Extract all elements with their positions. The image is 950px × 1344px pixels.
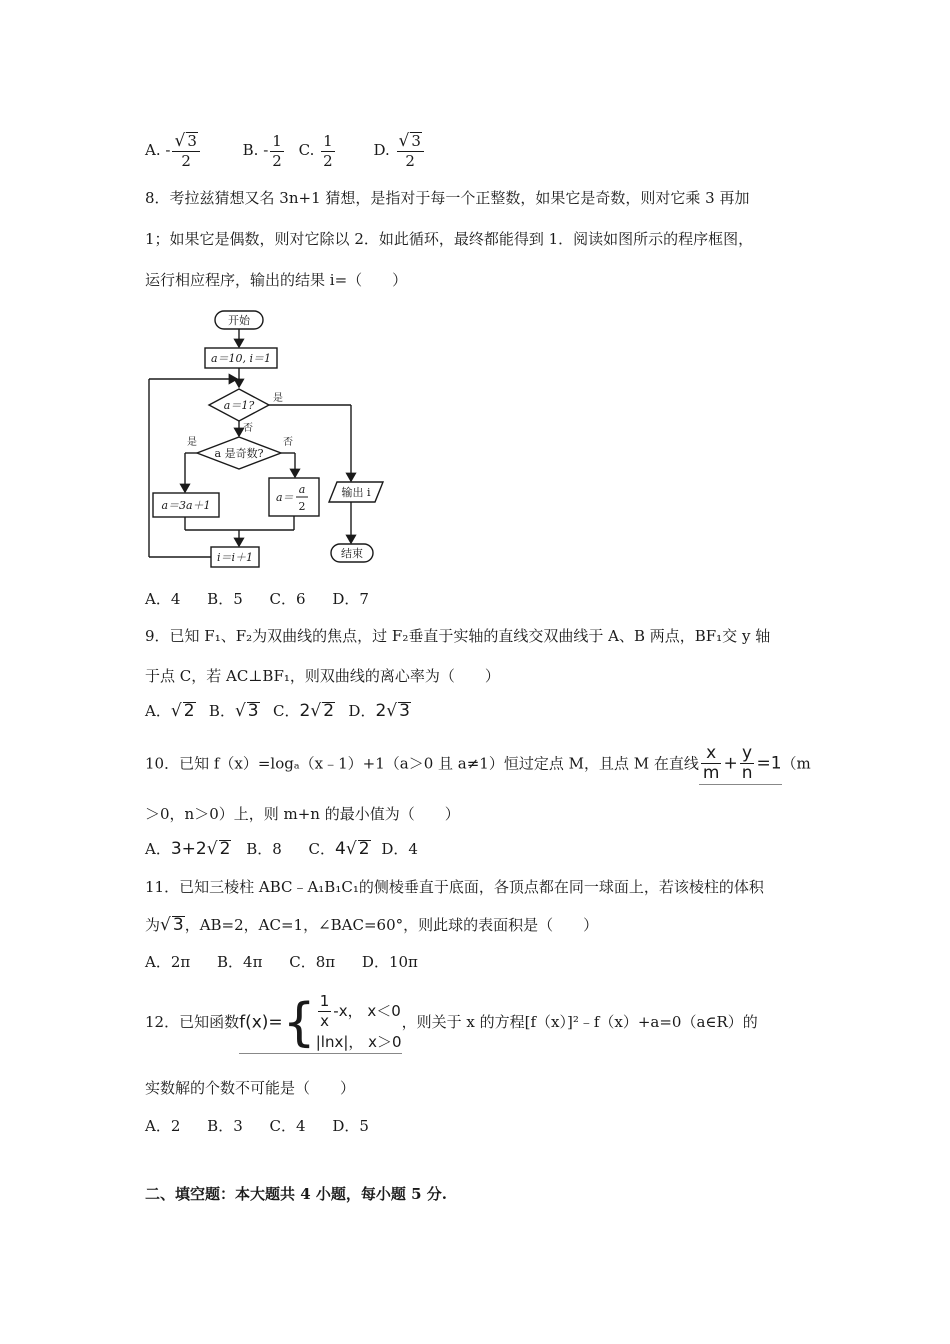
q10-options — [145, 839, 418, 859]
q8-line2: 1；如果它是偶数，则对它除以 2．如此循环，最终都能得到 1．阅读如图所示的程序框图， — [145, 230, 754, 248]
flow-no2: 否 — [283, 437, 293, 448]
flow-end-label: 结束 — [341, 547, 363, 560]
flow-cond1-label: a＝1? — [223, 399, 255, 412]
q10-line-equation: $\frac{x}{m}$ + $\frac{y}{n}$ =1 — [699, 744, 782, 785]
q7-option-a: A. - $\frac{√ 3}{2}$ — [145, 141, 207, 159]
q12-line1: 12．已知函数f(x)={ $\frac{1}{x}$ -x， x＜0 |lnx|， x＞0 ，则关于 x 的方程[f（x）]²﹣f（x）+a=0（a∈R）的 — [145, 992, 758, 1053]
flow-cond2-label: a 是奇数? — [214, 447, 264, 460]
flow-no1: 否 — [243, 423, 253, 434]
q8-line3: 运行相应程序，输出的结果 i=（ ） — [145, 271, 408, 289]
q8-option-a: A．4 — [145, 590, 181, 608]
q8-options — [145, 589, 391, 609]
flow-incr-label: i＝i＋1 — [216, 551, 254, 564]
flow-even-num: a — [298, 483, 306, 496]
q12-option-a: A．2 — [145, 1117, 181, 1135]
q11-option-c: C．8π — [289, 953, 336, 971]
q7-option-b: B. - $\frac{1}{2}$ — [242, 131, 282, 170]
q11-option-d: D．10π — [361, 953, 418, 971]
q9-line1: 9．已知 F₁、F₂为双曲线的焦点，过 F₂垂直于实轴的直线交双曲线于 A、B 两点，BF₁交 y 轴 — [145, 627, 771, 645]
q8-option-c: C．6 — [269, 590, 306, 608]
flow-start-label: 开始 — [228, 314, 250, 327]
q9-option-d: D．2√ 3 — [348, 701, 410, 721]
q11-line1: 11．已知三棱柱 ABC﹣A₁B₁C₁的侧棱垂直于底面，各顶点都在同一球面上，若该棱柱的体积 — [145, 878, 764, 896]
q12-line2: 实数解的个数不可能是（ ） — [145, 1079, 356, 1097]
q12-option-b: B．3 — [207, 1117, 243, 1135]
q11-line2: 为√ 3，AB=2，AC=1，∠BAC=60°，则此球的表面积是（ ） — [145, 915, 599, 935]
flow-init-label: a＝10, i＝1 — [210, 352, 272, 365]
q9-option-a: A．√ 2 — [145, 701, 195, 721]
q10-option-b: B．8 — [246, 840, 282, 858]
q10-line1: 10．已知 f（x）=logₐ（x﹣1）+1（a＞0 且 a≠1）恒过定点 M，且点 M 在直线 $\frac{x}{m}$ + $\frac{y}{n}$ =1（m — [145, 743, 811, 783]
q9-option-b: B．√ 3 — [208, 701, 259, 721]
q12-option-c: C．4 — [269, 1117, 306, 1135]
q8-line1: 8．考拉兹猜想又名 3n+1 猜想，是指对于每一个正整数，如果它是奇数，则对它乘 3 再加 — [145, 189, 750, 207]
q12-piecewise: f(x)={ $\frac{1}{x}$ -x， x＜0 |lnx|， x＞0 — [239, 992, 402, 1053]
flow-yes1: 是 — [273, 393, 283, 404]
q11-option-b: B．4π — [217, 953, 263, 971]
flow-even-lhs: a＝ — [276, 491, 294, 504]
flow-even-den: 2 — [298, 500, 306, 513]
q12-options — [145, 1116, 391, 1136]
q11-options — [145, 952, 440, 972]
q8-option-d: D．7 — [332, 590, 369, 608]
q12-option-d: D．5 — [332, 1117, 369, 1135]
q9-line2: 于点 C，若 AC⊥BF₁，则双曲线的离心率为（ ） — [145, 667, 500, 685]
q9-option-c: C．2√ 2 — [273, 701, 335, 721]
section2-heading: 二、填空题：本大题共 4 小题，每小题 5 分. — [145, 1185, 447, 1203]
q7-options — [145, 128, 448, 172]
q9-options — [145, 701, 411, 721]
flow-odd-label: a＝3a＋1 — [161, 499, 211, 512]
q10-option-c: C．4√ 2 — [308, 839, 370, 859]
flowchart — [145, 305, 395, 577]
q8-option-b: B．5 — [207, 590, 243, 608]
q7-option-c: C. $\frac{1}{2}$ — [298, 131, 333, 170]
flow-yes2: 是 — [187, 437, 197, 448]
q10-option-d: D．4 — [381, 840, 418, 858]
q10-line2: ＞0，n＞0）上，则 m+n 的最小值为（ ） — [145, 805, 460, 823]
q11-option-a: A．2π — [145, 953, 191, 971]
q10-option-a: A．3+2√ 2 — [145, 839, 231, 859]
q7-option-d: D. $\frac{√ 3}{2}$ — [373, 141, 425, 159]
flow-output-label: 输出 i — [341, 486, 371, 499]
